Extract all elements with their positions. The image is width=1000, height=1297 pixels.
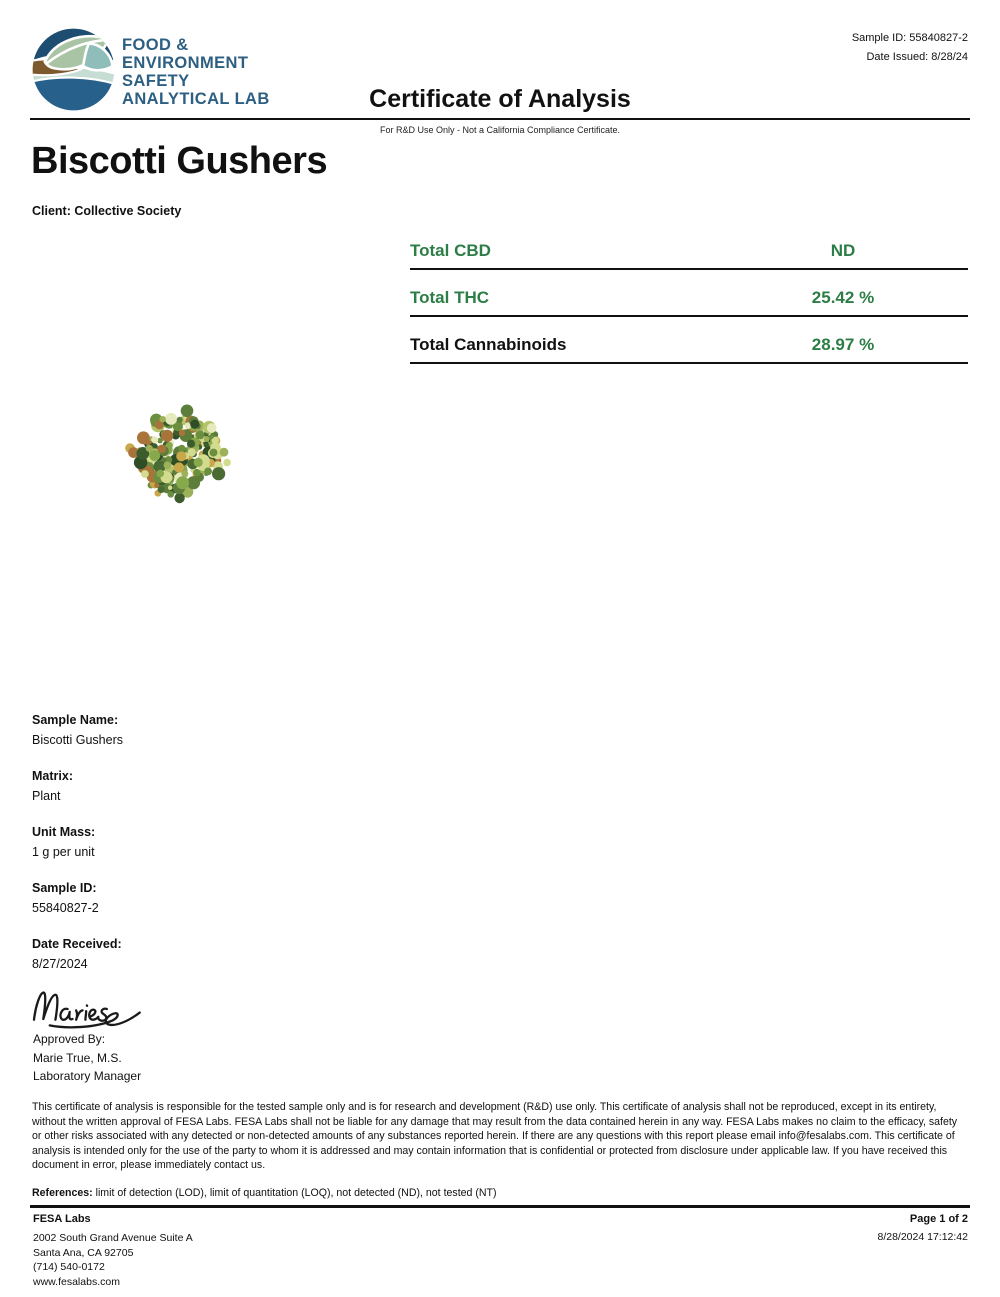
footer-lab-name: FESA Labs	[33, 1213, 91, 1225]
detail-value: 8/27/2024	[32, 957, 88, 971]
references-label: References:	[32, 1186, 93, 1199]
detail-item	[32, 822, 123, 862]
row-label: Total THC	[410, 288, 490, 307]
logo-line: FOOD &	[122, 36, 189, 54]
client-line: Client: Collective Society	[32, 204, 182, 218]
footer-address-line: Santa Ana, CA 92705	[33, 1246, 134, 1259]
table-row	[410, 223, 968, 270]
row-label: Total CBD	[410, 241, 491, 260]
detail-value: Biscotti Gushers	[32, 733, 124, 747]
detail-label: Unit Mass:	[32, 825, 96, 839]
row-value: 28.97 %	[811, 335, 875, 354]
footer-address	[33, 1231, 193, 1289]
detail-value: 1 g per unit	[32, 845, 95, 859]
footer-address-line: 2002 South Grand Avenue Suite A	[33, 1232, 193, 1244]
detail-value: 55840827-2	[32, 901, 99, 915]
footer-page-number: Page 1 of 2	[909, 1213, 968, 1225]
approved-by-label: Approved By:	[33, 1032, 106, 1046]
product-name-heading: Biscotti Gushers	[31, 140, 328, 182]
table-row	[410, 317, 968, 364]
date-issued-line: Date Issued: 8/28/24	[866, 51, 968, 63]
detail-item	[32, 710, 123, 750]
disclaimer-body: This certificate of analysis is responsible for the tested sample only and is for research and development (R&D) use only. This certificate of analysis shall not be reproduced, except in its entirety, without the written approval of FESA Labs. FESA Labs shall not be liable for any damage that may result from the data contained herein in any way. FESA Labs makes no claim to the efficacy, safety or other risks associated with any detected or non-detected amounts of any substances reported herein. If there are any questions with this report please email info@fesalabs.com. This certificate of analysis is intended only for the use of the party to whom it is addressed and may contain information that is confidential or protected from disclosure under applicable law. If you have received this document in error, please immediately contact us.	[32, 1101, 958, 1171]
detail-value: Plant	[32, 789, 61, 803]
document-meta	[852, 29, 968, 67]
logo-line: ANALYTICAL LAB	[122, 90, 270, 108]
logo-line: SAFETY	[122, 72, 190, 90]
detail-item	[32, 934, 123, 974]
detail-label: Date Received:	[32, 937, 122, 951]
row-value: ND	[830, 241, 856, 260]
references-line	[32, 1186, 968, 1201]
cannabinoid-summary-table	[410, 223, 968, 364]
approver-name: Marie True, M.S.	[33, 1050, 122, 1065]
detail-label: Sample ID:	[32, 881, 97, 895]
footer-divider	[30, 1205, 970, 1208]
table-row	[410, 270, 968, 317]
footer-timestamp: 8/28/2024 17:12:42	[877, 1231, 968, 1243]
detail-item	[32, 878, 123, 918]
footer-website: www.fesalabs.com	[33, 1275, 120, 1288]
document-subtitle: For R&D Use Only - Not a California Compliance Certificate.	[379, 125, 621, 135]
sample-id-line: Sample ID: 55840827-2	[851, 32, 968, 44]
disclaimer	[32, 1100, 968, 1200]
footer-lab-info	[33, 1213, 193, 1289]
approver-signature	[27, 984, 151, 1034]
references-text: limit of detection (LOD), limit of quantitation (LOQ), not detected (ND), not tested (NT)	[92, 1186, 497, 1199]
header-divider	[30, 118, 970, 120]
detail-item	[32, 766, 123, 806]
product-photo	[122, 398, 234, 513]
sample-details	[32, 710, 123, 990]
document-title: Certificate of Analysis	[369, 85, 631, 113]
approval-block	[33, 1030, 141, 1086]
detail-label: Matrix:	[32, 769, 73, 783]
approver-title: Laboratory Manager	[33, 1069, 142, 1083]
row-label: Total Cannabinoids	[410, 335, 567, 354]
row-value: 25.42 %	[811, 288, 875, 307]
detail-label: Sample Name:	[32, 713, 119, 727]
logo-line: ENVIRONMENT	[122, 54, 249, 72]
footer-page-info	[877, 1213, 968, 1243]
footer-address-line: (714) 540-0172	[33, 1261, 105, 1273]
